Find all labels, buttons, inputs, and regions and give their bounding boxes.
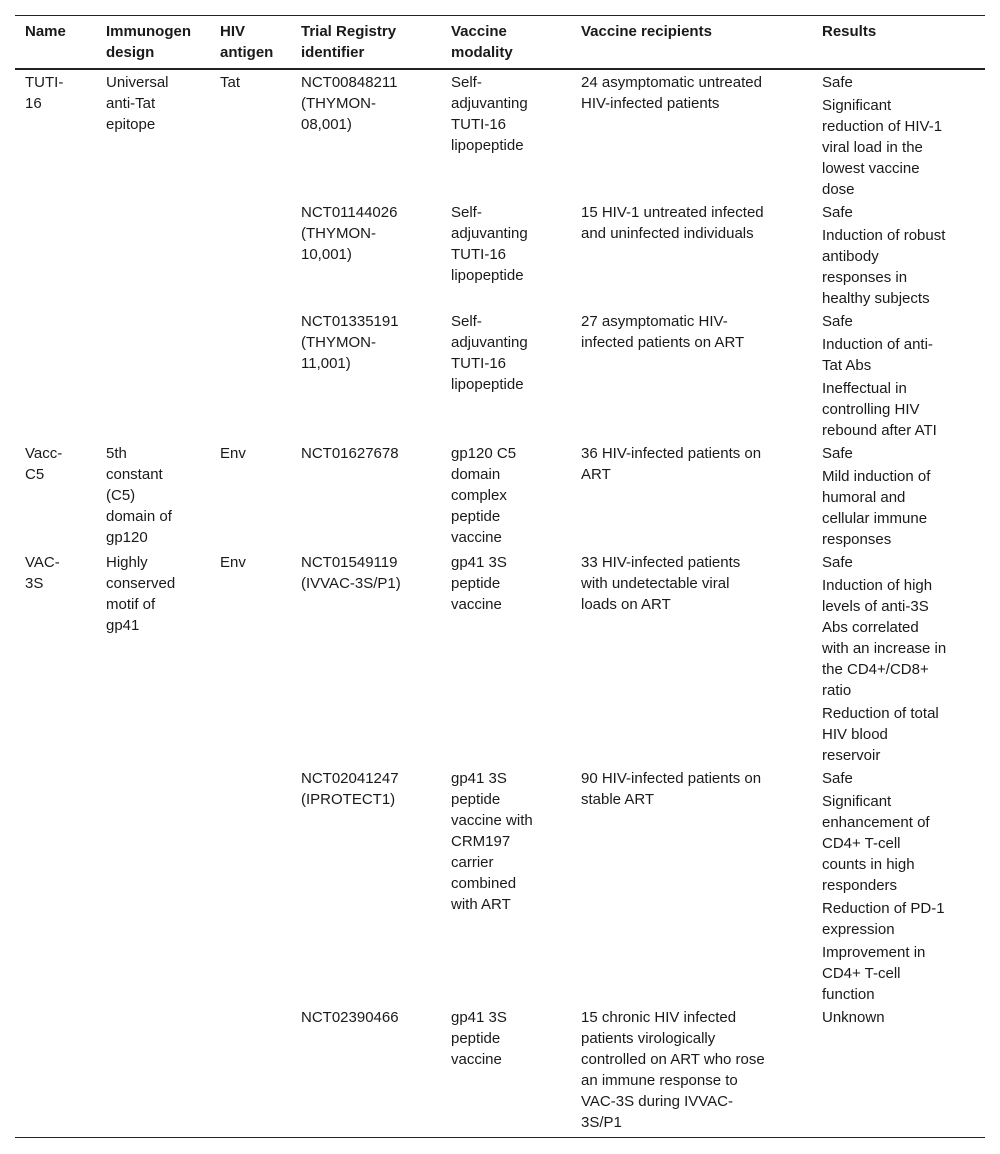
result-line: reservoir: [822, 747, 881, 764]
immunogen-design-line: constant: [106, 466, 163, 483]
hiv-antigen-line: Tat: [220, 74, 241, 91]
results: [822, 552, 982, 768]
vaccine-modality-line: vaccine: [451, 1051, 502, 1068]
result-item: [822, 311, 982, 332]
vaccine-recipients-line: loads on ART: [581, 596, 671, 613]
result-item: [822, 443, 982, 464]
result-item: [822, 466, 982, 550]
vaccine-modality-line: gp41 3S: [451, 1009, 507, 1026]
vaccine-recipients-line: patients virologically: [581, 1030, 716, 1047]
results: [822, 202, 982, 311]
immunogen-design-line: motif of: [106, 596, 156, 613]
trial-registry-id-line: (THYMON-: [301, 225, 376, 242]
immunogen-design-line: gp41: [106, 617, 140, 634]
immunogen-design-line: domain of: [106, 508, 172, 525]
result-line: Safe: [822, 445, 853, 462]
vaccine-recipients-line: 15 chronic HIV infected: [581, 1009, 737, 1026]
vaccine-modality: [451, 202, 576, 286]
result-line: Improvement in: [822, 944, 926, 961]
trial-registry-id-line: (THYMON-: [301, 334, 376, 351]
result-line: Mild induction of: [822, 468, 931, 485]
vaccine-recipients: [581, 443, 811, 485]
result-line: ratio: [822, 682, 852, 699]
result-line: cellular immune: [822, 510, 928, 527]
trial-registry-id-line: NCT02041247: [301, 770, 399, 787]
vaccine-recipients: [581, 552, 811, 615]
result-item: [822, 552, 982, 573]
vaccine-recipients-line: infected patients on ART: [581, 334, 745, 351]
table-bottom-rule: [15, 1137, 985, 1138]
trial-registry-id-line: NCT02390466: [301, 1009, 399, 1026]
vaccine-modality-line: adjuvanting: [451, 225, 528, 242]
immunogen-design-line: epitope: [106, 116, 156, 133]
vaccine-name-line: VAC-: [25, 554, 60, 571]
trial-registry-id-line: 11,001): [301, 355, 351, 372]
vaccine-modality-line: complex: [451, 487, 507, 504]
result-line: HIV blood: [822, 726, 888, 743]
result-line: dose: [822, 181, 855, 198]
result-line: levels of anti-3S: [822, 598, 929, 615]
vaccine-name-line: Vacc-: [25, 445, 63, 462]
result-line: CD4+ T-cell: [822, 835, 901, 852]
vaccine-recipients-line: 33 HIV-infected patients: [581, 554, 741, 571]
table-top-rule: [15, 15, 985, 16]
result-line: with an increase in: [822, 640, 947, 657]
result-item: [822, 898, 982, 940]
trial-registry-id-line: 10,001): [301, 246, 352, 263]
result-item: [822, 1007, 982, 1028]
hiv-antigen: [220, 443, 295, 464]
vaccine-modality-line: Self-: [451, 313, 482, 330]
immunogen-design-line: Highly: [106, 554, 148, 571]
vaccine-modality-line: adjuvanting: [451, 95, 528, 112]
vaccine-name: [25, 443, 95, 485]
result-line: Safe: [822, 74, 853, 91]
result-line: Significant: [822, 97, 892, 114]
trial-registry-id-line: (THYMON-: [301, 95, 376, 112]
vaccine-modality-line: lipopeptide: [451, 376, 524, 393]
trial-registry-id: [301, 1007, 446, 1028]
result-line: healthy subjects: [822, 290, 930, 307]
result-line: Induction of robust: [822, 227, 946, 244]
results: [822, 1007, 982, 1030]
result-item: [822, 95, 982, 200]
hiv-antigen-line: Env: [220, 445, 246, 462]
vaccine-modality-line: vaccine with: [451, 812, 533, 829]
result-line: rebound after ATI: [822, 422, 937, 439]
immunogen-design: [106, 552, 211, 636]
vaccine-name: [25, 72, 95, 114]
result-line: antibody: [822, 248, 879, 265]
result-item: [822, 791, 982, 896]
vaccine-modality-line: carrier: [451, 854, 494, 871]
immunogen-design-line: 5th: [106, 445, 127, 462]
vaccine-modality-line: domain: [451, 466, 501, 483]
result-line: reduction of HIV-1: [822, 118, 943, 135]
results: [822, 768, 982, 1007]
vaccine-modality-line: TUTI-16: [451, 116, 507, 133]
vaccine-modality-line: peptide: [451, 575, 501, 592]
vaccine-modality: [451, 72, 576, 156]
vaccine-name: [25, 552, 95, 594]
trial-registry-id: [301, 552, 446, 594]
vaccine-modality-line: lipopeptide: [451, 267, 524, 284]
result-line: responders: [822, 877, 898, 894]
vaccine-recipients-line: 3S/P1: [581, 1114, 622, 1131]
vaccine-modality: [451, 443, 576, 548]
table-header-rule: [15, 68, 985, 70]
vaccine-modality-line: with ART: [451, 896, 511, 913]
vaccine-recipients: [581, 72, 811, 114]
result-line: lowest vaccine: [822, 160, 920, 177]
result-line: responses: [822, 531, 892, 548]
trial-registry-id-line: NCT01549119: [301, 554, 398, 571]
results: [822, 311, 982, 443]
result-line: expression: [822, 921, 895, 938]
vaccine-recipients: [581, 1007, 811, 1133]
result-line: function: [822, 986, 875, 1003]
vaccine-recipients-line: and uninfected individuals: [581, 225, 754, 242]
vaccine-modality: [451, 311, 576, 395]
vaccine-modality-line: gp41 3S: [451, 554, 507, 571]
trial-registry-id: [301, 768, 446, 810]
vaccine-recipients-line: 27 asymptomatic HIV-: [581, 313, 728, 330]
vaccine-recipients-line: 24 asymptomatic untreated: [581, 74, 762, 91]
result-line: Tat Abs: [822, 357, 872, 374]
header-name: Name: [25, 23, 66, 40]
vaccine-modality-line: combined: [451, 875, 517, 892]
header-immunogen-design: Immunogen design: [106, 23, 191, 61]
result-line: responses in: [822, 269, 908, 286]
vaccine-modality-line: peptide: [451, 508, 501, 525]
immunogen-design-line: (C5): [106, 487, 136, 504]
result-item: [822, 334, 982, 376]
vaccine-modality-line: vaccine: [451, 596, 502, 613]
results: [822, 443, 982, 552]
result-line: Safe: [822, 204, 853, 221]
vaccine-modality: [451, 552, 576, 615]
vaccine-modality-line: adjuvanting: [451, 334, 528, 351]
vaccine-modality-line: vaccine: [451, 529, 502, 546]
vaccine-recipients: [581, 202, 811, 244]
trial-registry-id-line: NCT01627678: [301, 445, 399, 462]
vaccine-modality-line: TUTI-16: [451, 246, 507, 263]
result-line: enhancement of: [822, 814, 930, 831]
vaccine-recipients-line: controlled on ART who rose: [581, 1051, 765, 1068]
trial-registry-id: [301, 72, 446, 135]
trial-registry-id-line: NCT01335191: [301, 313, 399, 330]
result-line: Significant: [822, 793, 892, 810]
vaccine-modality-line: gp41 3S: [451, 770, 507, 787]
immunogen-design-line: gp120: [106, 529, 148, 546]
result-item: [822, 942, 982, 1005]
result-line: Induction of high: [822, 577, 933, 594]
result-line: the CD4+/CD8+: [822, 661, 929, 678]
result-line: humoral and: [822, 489, 906, 506]
result-line: Ineffectual in: [822, 380, 907, 397]
trial-registry-id: [301, 202, 446, 265]
vaccine-modality-line: gp120 C5: [451, 445, 517, 462]
vaccine-name-line: 16: [25, 95, 42, 112]
vaccine-recipients-line: 36 HIV-infected patients on: [581, 445, 762, 462]
immunogen-design: [106, 443, 211, 548]
vaccine-recipients-line: VAC-3S during IVVAC-: [581, 1093, 733, 1110]
header-hiv-antigen: HIV antigen: [220, 23, 274, 61]
result-line: Unknown: [822, 1009, 885, 1026]
vaccine-recipients-line: stable ART: [581, 791, 655, 808]
trial-registry-id-line: NCT01144026: [301, 204, 398, 221]
trial-registry-id-line: 08,001): [301, 116, 352, 133]
result-line: Reduction of total: [822, 705, 939, 722]
vaccine-recipients-line: 15 HIV-1 untreated infected: [581, 204, 764, 221]
result-line: CD4+ T-cell: [822, 965, 901, 982]
header-trial-registry: Trial Registry identifier: [301, 23, 397, 61]
result-line: Safe: [822, 313, 853, 330]
header-results: Results: [822, 23, 877, 40]
vaccine-modality-line: lipopeptide: [451, 137, 524, 154]
vaccine-modality-line: TUTI-16: [451, 355, 507, 372]
trial-registry-id: [301, 443, 446, 464]
vaccine-recipients-line: ART: [581, 466, 611, 483]
vaccine-recipients-line: HIV-infected patients: [581, 95, 720, 112]
trial-registry-id-line: NCT00848211: [301, 74, 398, 91]
vaccine-recipients: [581, 768, 811, 810]
header-vaccine-modality: Vaccine modality: [451, 23, 513, 61]
vaccine-modality: [451, 768, 576, 915]
vaccine-recipients-line: 90 HIV-infected patients on: [581, 770, 762, 787]
result-item: [822, 703, 982, 766]
vaccine-recipients-line: an immune response to: [581, 1072, 738, 1089]
result-line: controlling HIV: [822, 401, 920, 418]
vaccine-name-line: 3S: [25, 575, 44, 592]
result-line: Safe: [822, 554, 853, 571]
trial-registry-id: [301, 311, 446, 374]
result-item: [822, 225, 982, 309]
vaccine-name-line: C5: [25, 466, 45, 483]
result-line: viral load in the: [822, 139, 923, 156]
vaccine-recipients-line: with undetectable viral: [581, 575, 730, 592]
result-item: [822, 202, 982, 223]
vaccine-recipients: [581, 311, 811, 353]
vaccine-modality-line: peptide: [451, 1030, 501, 1047]
result-item: [822, 72, 982, 93]
results: [822, 72, 982, 202]
vaccine-modality-line: peptide: [451, 791, 501, 808]
result-line: Induction of anti-: [822, 336, 933, 353]
immunogen-design: [106, 72, 211, 135]
hiv-antigen: [220, 552, 295, 573]
vaccine-modality: [451, 1007, 576, 1070]
hiv-antigen: [220, 72, 295, 93]
vaccine-name-line: TUTI-: [25, 74, 64, 91]
result-item: [822, 575, 982, 701]
vaccine-modality-line: Self-: [451, 74, 482, 91]
vaccine-modality-line: CRM197: [451, 833, 511, 850]
result-item: [822, 378, 982, 441]
header-vaccine-recipients: Vaccine recipients: [581, 23, 712, 40]
immunogen-design-line: conserved: [106, 575, 176, 592]
immunogen-design-line: Universal: [106, 74, 169, 91]
vaccine-modality-line: Self-: [451, 204, 482, 221]
result-line: Safe: [822, 770, 853, 787]
result-line: Reduction of PD-1: [822, 900, 945, 917]
result-item: [822, 768, 982, 789]
result-line: counts in high: [822, 856, 915, 873]
immunogen-design-line: anti-Tat: [106, 95, 156, 112]
trial-registry-id-line: (IVVAC-3S/P1): [301, 575, 401, 592]
trial-registry-id-line: (IPROTECT1): [301, 791, 396, 808]
result-line: Abs correlated: [822, 619, 919, 636]
hiv-antigen-line: Env: [220, 554, 246, 571]
